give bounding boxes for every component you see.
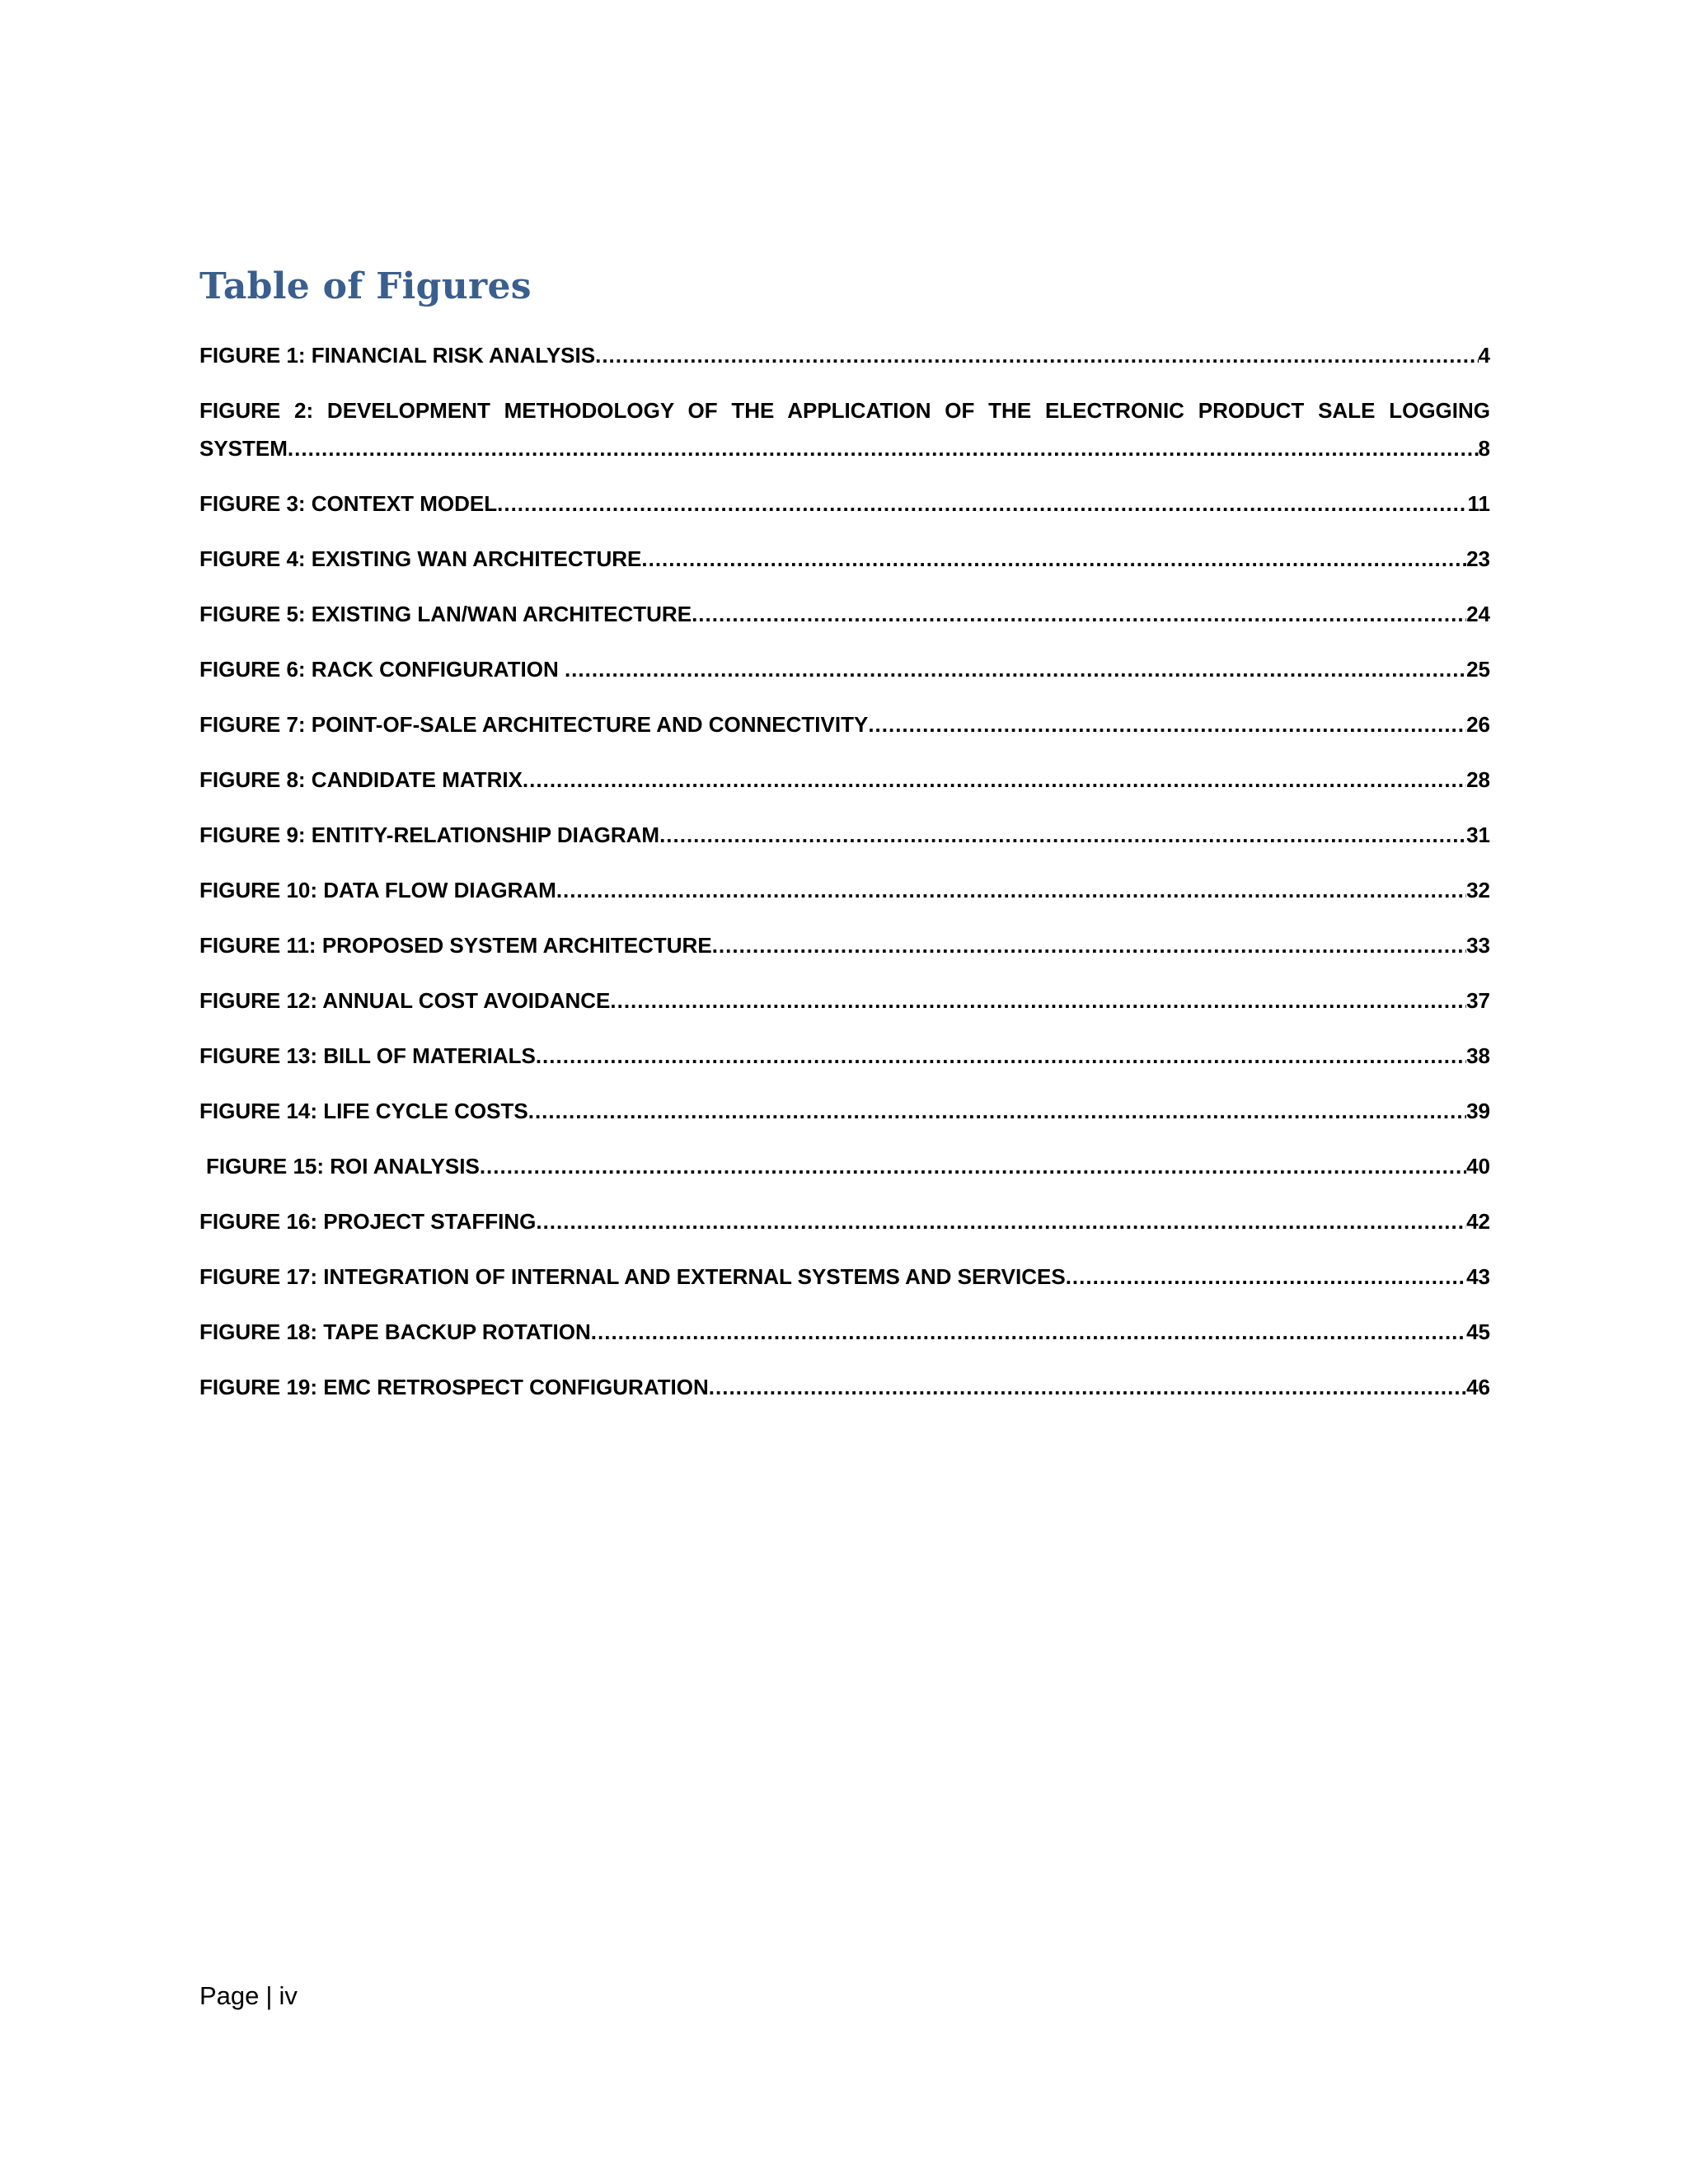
toc-entry-label: FIGURE 8: CANDIDATE MATRIX [199,767,523,792]
toc-entry-label: FIGURE 9: ENTITY-RELATIONSHIP DIAGRAM [199,823,660,847]
toc-entry-figure-9[interactable] [199,816,1490,854]
toc-entry-figure-1[interactable] [199,336,1490,374]
toc-entry-page-number: 45 [1466,1319,1490,1344]
toc-entry-label: FIGURE 19: EMC RETROSPECT CONFIGURATION [199,1375,709,1399]
toc-entry-figure-16[interactable] [199,1202,1490,1240]
toc-entry-label: FIGURE 10: DATA FLOW DIAGRAM [199,878,556,902]
dot-leader [536,1037,1466,1075]
dot-leader [497,485,1467,523]
toc-entry-page-number: 26 [1466,712,1490,737]
toc-entry-page-number: 11 [1467,491,1490,516]
toc-entry-figure-6[interactable] [199,650,1490,688]
toc-entry-label: FIGURE 6: RACK CONFIGURATION [199,657,565,682]
toc-entry-page-number: 40 [1466,1154,1490,1179]
toc-entry-page-number: 42 [1466,1209,1490,1234]
toc-entry-label: FIGURE 4: EXISTING WAN ARCHITECTURE [199,546,642,571]
toc-entry-page-number: 33 [1466,933,1490,958]
toc-entry-label: FIGURE 13: BILL OF MATERIALS [199,1043,536,1068]
dot-leader [288,429,1479,467]
toc-entry-figure-15[interactable] [199,1147,1490,1185]
toc-entry-label: FIGURE 5: EXISTING LAN/WAN ARCHITECTURE [199,602,692,626]
dot-leader [556,871,1466,909]
toc-entry-figure-2[interactable] [199,391,1490,467]
dot-leader [536,1202,1466,1240]
toc-entry-figure-3[interactable] [199,485,1490,523]
toc-entry-label: FIGURE 17: INTEGRATION OF INTERNAL AND EXTERNAL SYSTEMS AND SERVICES [199,1264,1066,1289]
toc-entry-page-number: 32 [1466,878,1490,902]
dot-leader [480,1147,1466,1185]
toc-entry-label: FIGURE 16: PROJECT STAFFING [199,1209,537,1234]
toc-entry-page-number: 25 [1466,657,1490,682]
toc-entry-label: FIGURE 18: TAPE BACKUP ROTATION [199,1319,591,1344]
toc-entry-figure-11[interactable] [199,926,1490,964]
toc-entry-figure-18[interactable] [199,1313,1490,1351]
toc-entry-figure-13[interactable] [199,1037,1490,1075]
toc-entry-figure-4[interactable] [199,540,1490,578]
toc-entry-label: FIGURE 7: POINT-OF-SALE ARCHITECTURE AND CONNECTIVITY [199,712,869,737]
toc-entry-label: SYSTEM [199,436,288,461]
footer-page-label: Page [199,1981,260,2010]
toc-entry-figure-19[interactable] [199,1368,1490,1406]
dot-leader [528,1092,1466,1130]
footer-separator: | [265,1981,273,2010]
dot-leader [610,982,1466,1019]
toc-entry-page-number: 23 [1466,546,1490,571]
toc-entry-label: FIGURE 3: CONTEXT MODEL [199,491,498,516]
toc-entry-page-number: 46 [1466,1375,1490,1399]
dot-leader [1066,1258,1466,1296]
dot-leader [591,1313,1466,1351]
toc-entry-figure-17[interactable] [199,1258,1490,1296]
toc-entry-page-number: 31 [1466,823,1490,847]
dot-leader [712,926,1466,964]
toc-entry-figure-14[interactable] [199,1092,1490,1130]
toc-entry-label: FIGURE 12: ANNUAL COST AVOIDANCE [199,988,611,1013]
toc-entry-page-number: 37 [1466,988,1490,1013]
dot-leader [641,540,1466,578]
page-title: Table of Figures [199,265,532,307]
toc-entry-label: FIGURE 11: PROPOSED SYSTEM ARCHITECTURE [199,933,712,958]
dot-leader [659,816,1466,854]
dot-leader [595,336,1478,374]
page-footer [199,1981,298,2011]
toc-entry-page-number: 8 [1478,436,1490,461]
toc-entry-figure-5[interactable] [199,595,1490,633]
toc-entry-page-number: 4 [1478,343,1490,368]
toc-entry-figure-10[interactable] [199,871,1490,909]
dot-leader [868,705,1466,743]
toc-entry-label: FIGURE 1: FINANCIAL RISK ANALYSIS [199,343,596,368]
toc-entry-page-number: 43 [1466,1264,1490,1289]
toc-entry-page-number: 28 [1466,767,1490,792]
dot-leader [565,650,1466,688]
toc-entry-label-line1: FIGURE 2: DEVELOPMENT METHODOLOGY OF THE APPLICATION OF THE ELECTRONIC PRODUCT SALE LOGGING [199,398,1490,423]
dot-leader [523,761,1466,799]
dot-leader [692,595,1466,633]
toc-entry-figure-8[interactable] [199,761,1490,799]
toc-entry-label: FIGURE 15: ROI ANALYSIS [206,1154,480,1179]
toc-entry-page-number: 39 [1466,1099,1490,1123]
toc-entry-label: FIGURE 14: LIFE CYCLE COSTS [199,1099,528,1123]
toc-entry-page-number: 24 [1466,602,1490,626]
table-of-figures-list [199,336,1490,1423]
toc-entry-page-number: 38 [1466,1043,1490,1068]
dot-leader [709,1368,1466,1406]
toc-entry-figure-12[interactable] [199,982,1490,1019]
toc-entry-figure-7[interactable] [199,705,1490,743]
footer-page-number: iv [279,1981,298,2010]
